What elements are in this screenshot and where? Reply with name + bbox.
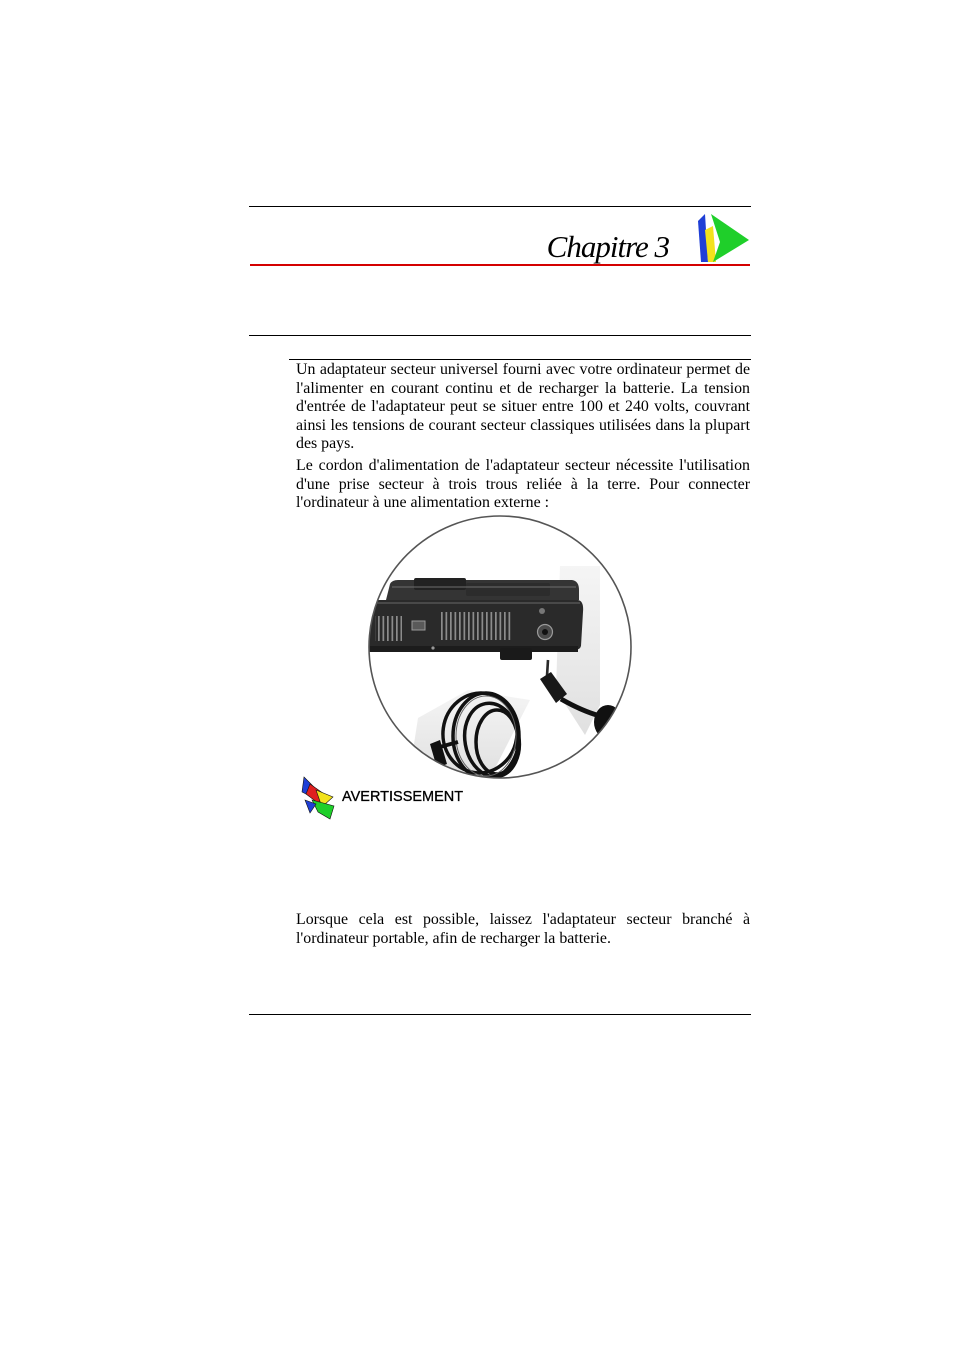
text-line: des pays. xyxy=(296,435,355,452)
bottom-rule xyxy=(249,1014,751,1015)
laptop-foot xyxy=(500,648,532,660)
laptop-adapter-figure xyxy=(367,514,633,780)
vent-grille xyxy=(440,612,512,640)
paragraph-charging-tip xyxy=(296,911,750,948)
section-rule xyxy=(249,335,751,336)
text-line: d'une prise secteur à trois trous reliée à la terre. Pour connecter xyxy=(296,475,750,493)
chapter-title: Chapitre 3 xyxy=(546,229,669,264)
text-line: l'alimenter en courant continu et de recharger la batterie. La tension xyxy=(296,379,750,397)
paragraph-power-cord xyxy=(296,457,750,513)
text-line: Lorsque cela est possible, laissez l'adaptateur secteur branché à xyxy=(296,911,750,928)
paragraph-adapter-intro xyxy=(296,361,750,454)
text-line: Un adaptateur secteur universel fourni avec votre ordinateur permet de xyxy=(296,361,750,378)
top-rule xyxy=(249,206,751,207)
security-port xyxy=(412,621,425,630)
laptop-rear xyxy=(367,578,583,660)
text-line: Le cordon d'alimentation de l'adaptateur secteur nécessite l'utilisation xyxy=(296,457,750,474)
text-line: d'entrée de l'adaptateur peut se situer entre 100 et 240 volts, couvrant xyxy=(296,398,750,415)
text-line: l'ordinateur à une alimentation externe : xyxy=(296,494,550,511)
chapter-accent-rule xyxy=(250,264,750,266)
chapter-logo-icon xyxy=(694,210,752,266)
vent-grille xyxy=(375,616,402,641)
warning-icon xyxy=(298,774,338,822)
text-line: ainsi les tensions de courant secteur classiques utilisées dans la plupart xyxy=(296,416,750,434)
content-rule xyxy=(289,359,751,360)
dc-power-jack xyxy=(538,625,553,640)
warning-label: AVERTISSEMENT xyxy=(342,789,464,805)
text-line: l'ordinateur portable, afin de recharger la batterie. xyxy=(296,929,611,947)
